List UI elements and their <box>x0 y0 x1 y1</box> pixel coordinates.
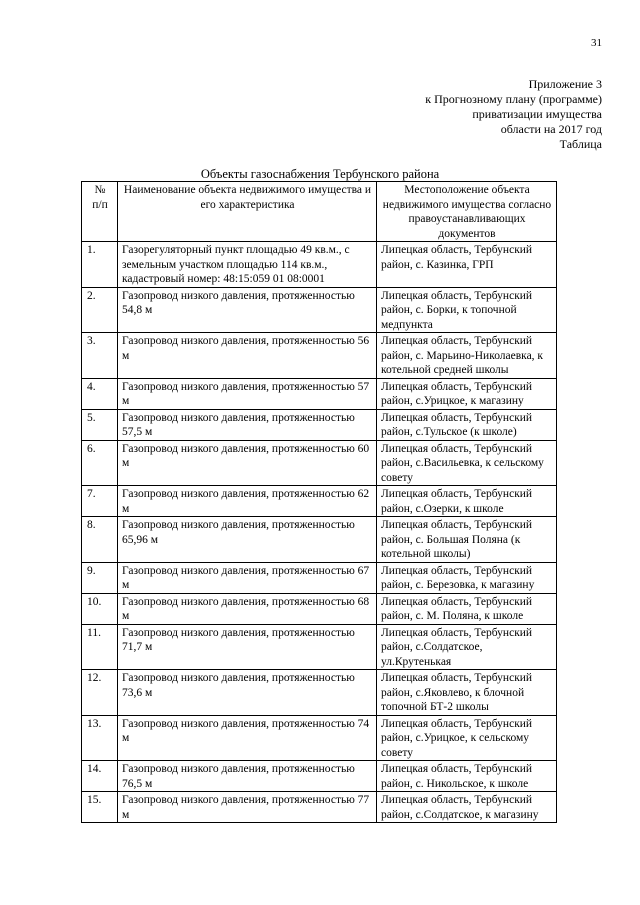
row-number: 4. <box>82 378 118 409</box>
objects-table <box>81 181 557 823</box>
object-location-cell: Липецкая область, Тербунский район, с. Никольское, к школе <box>377 761 557 792</box>
appendix-line: области на 2017 год <box>500 122 602 136</box>
table-row <box>82 333 557 379</box>
table-row <box>82 242 557 288</box>
object-name-cell: Газопровод низкого давления, протяженностью 54,8 м <box>118 287 377 333</box>
object-location-cell: Липецкая область, Тербунский район, с.Озерки, к школе <box>377 486 557 517</box>
appendix-line: Приложение 3 <box>528 77 602 91</box>
table-row <box>82 761 557 792</box>
object-name-cell: Газопровод низкого давления, протяженностью 67 м <box>118 562 377 593</box>
object-location-cell: Липецкая область, Тербунский район, с.Урицкое, к магазину <box>377 378 557 409</box>
row-number: 9. <box>82 562 118 593</box>
table-row <box>82 486 557 517</box>
object-name-cell: Газопровод низкого давления, протяженностью 68 м <box>118 593 377 624</box>
object-name-cell: Газорегуляторный пункт площадью 49 кв.м., с земельным участком площадью 114 кв.м., кадастровый номер: 48:15:059 01 08:0001 <box>118 242 377 288</box>
row-number: 13. <box>82 715 118 761</box>
header-location: Местоположение объекта недвижимого имущества согласно правоустанавливающих документов <box>377 182 557 242</box>
object-name-cell: Газопровод низкого давления, протяженностью 62 м <box>118 486 377 517</box>
object-location-cell: Липецкая область, Тербунский район, с. Борки, к топочной медпункта <box>377 287 557 333</box>
row-number: 1. <box>82 242 118 288</box>
object-location-cell: Липецкая область, Тербунский район, с.Солдатское, ул.Крутенькая <box>377 624 557 670</box>
object-name-cell: Газопровод низкого давления, протяженностью 76,5 м <box>118 761 377 792</box>
object-location-cell: Липецкая область, Тербунский район, с. Большая Поляна (к котельной школы) <box>377 517 557 563</box>
row-number: 14. <box>82 761 118 792</box>
object-name-cell: Газопровод низкого давления, протяженностью 77 м <box>118 792 377 823</box>
object-name-cell: Газопровод низкого давления, протяженностью 74 м <box>118 715 377 761</box>
object-name-cell: Газопровод низкого давления, протяженностью 57,5 м <box>118 409 377 440</box>
header-number-label: п/п <box>92 198 108 211</box>
table-row <box>82 287 557 333</box>
object-location-cell: Липецкая область, Тербунский район, с.Васильевка, к сельскому совету <box>377 440 557 486</box>
object-location-cell: Липецкая область, Тербунский район, с. Березовка, к магазину <box>377 562 557 593</box>
object-name-cell: Газопровод низкого давления, протяженностью 73,6 м <box>118 670 377 716</box>
table-body <box>82 242 557 823</box>
row-number: 7. <box>82 486 118 517</box>
table-row <box>82 670 557 716</box>
object-location-cell: Липецкая область, Тербунский район, с. М. Поляна, к школе <box>377 593 557 624</box>
object-location-cell: Липецкая область, Тербунский район, с.Солдатское, к магазину <box>377 792 557 823</box>
header-name: Наименование объекта недвижимого имущества и его характеристика <box>118 182 377 242</box>
object-name-cell: Газопровод низкого давления, протяженностью 56 м <box>118 333 377 379</box>
row-number: 3. <box>82 333 118 379</box>
table-row <box>82 517 557 563</box>
object-name-cell: Газопровод низкого давления, протяженностью 71,7 м <box>118 624 377 670</box>
header-number-symbol: № <box>94 184 106 196</box>
row-number: 6. <box>82 440 118 486</box>
row-number: 10. <box>82 593 118 624</box>
table-row <box>82 792 557 823</box>
row-number: 11. <box>82 624 118 670</box>
table-header-row <box>82 182 557 242</box>
table-row <box>82 624 557 670</box>
row-number: 8. <box>82 517 118 563</box>
row-number: 12. <box>82 670 118 716</box>
object-name-cell: Газопровод низкого давления, протяженностью 60 м <box>118 440 377 486</box>
object-location-cell: Липецкая область, Тербунский район, с. Казинка, ГРП <box>377 242 557 288</box>
header-number <box>82 182 118 242</box>
object-location-cell: Липецкая область, Тербунский район, с. Марьино-Николаевка, к котельной средней школы <box>377 333 557 379</box>
table-row <box>82 593 557 624</box>
page-number: 31 <box>591 37 602 49</box>
table-row <box>82 378 557 409</box>
object-location-cell: Липецкая область, Тербунский район, с.Яковлево, к блочной топочной БТ-2 школы <box>377 670 557 716</box>
appendix-line: приватизации имущества <box>472 107 602 121</box>
table-row <box>82 715 557 761</box>
table-row <box>82 562 557 593</box>
row-number: 15. <box>82 792 118 823</box>
table-title: Объекты газоснабжения Тербунского района <box>200 167 440 181</box>
object-location-cell: Липецкая область, Тербунский район, с.Тульское (к школе) <box>377 409 557 440</box>
object-name-cell: Газопровод низкого давления, протяженностью 65,96 м <box>118 517 377 563</box>
object-name-cell: Газопровод низкого давления, протяженностью 57 м <box>118 378 377 409</box>
appendix-line: к Прогнозному плану (программе) <box>425 92 602 106</box>
row-number: 5. <box>82 409 118 440</box>
appendix-header <box>425 77 602 152</box>
table-row <box>82 440 557 486</box>
appendix-table-label: Таблица <box>559 137 602 151</box>
row-number: 2. <box>82 287 118 333</box>
object-location-cell: Липецкая область, Тербунский район, с.Урицкое, к сельскому совету <box>377 715 557 761</box>
table-row <box>82 409 557 440</box>
